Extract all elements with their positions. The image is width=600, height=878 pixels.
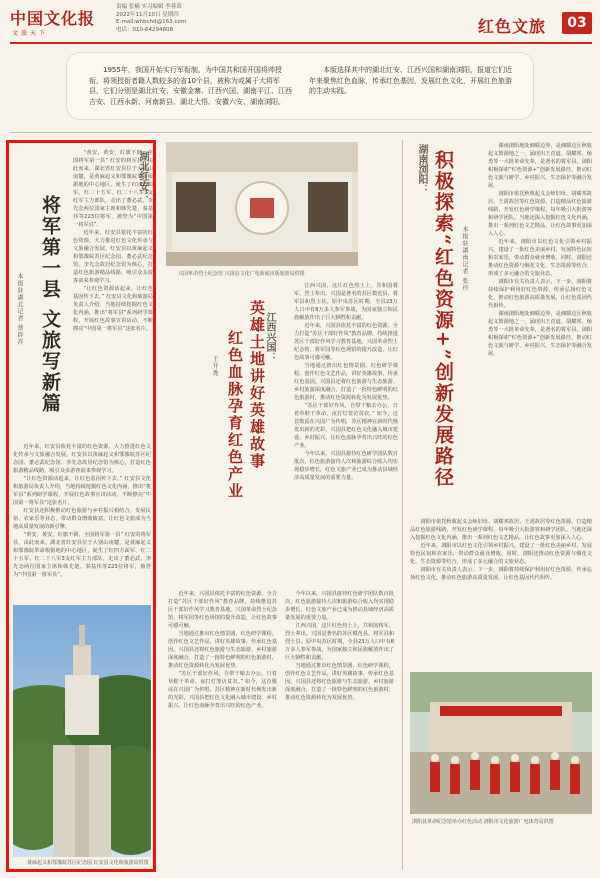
xingguo-memorial-photo [166, 142, 358, 266]
body-paragraph: 近年来，兴国县依托丰富的红色资源，全力打造“苏区干部好作风”教育品牌，持续推进苏区干部好作风学习教育基地、兴国革命烈士纪念馆、将军园等红色场馆的提升改造，让红色故事可感可触。 [294, 323, 398, 361]
article-body-continued [168, 590, 394, 860]
body-paragraph: 湖南浏阳地处湘赣边界，是湘赣边区秋收起义策源地之一，涌现出王首道、胡耀邦、杨勇等一大批革命先辈，是著名的将军县。浏阳积极探索“红色资源+”创新发展路径，推动红色文旅与研学、乡村振兴、生态保护等融合发展。 [488, 143, 592, 189]
article-byline: 王开秀 [211, 356, 218, 377]
body-paragraph: 今年以来，兴国县接待红色研学团队数百批次，红色旅游接待人次和旅游综合收入均实现稳步增长，红色文旅产业已成为推动县域经济高质量发展的重要力量。 [285, 591, 394, 621]
body-paragraph: 近年来，红安县依托丰富的红色资源，大力推进红色文化传承与文旅融合发展。红安县以黄麻起义和鄂豫皖苏区纪念园、董必武纪念馆、李先念故居纪念馆为核心，打造红色旅游精品线路，吸引众多游客前来参观学习。 [13, 444, 151, 474]
body-paragraph: 江西兴国，这片红色热土上，共和国将军、烈士辈出。兴国是著名的苏区模范县、将军县和烈士县。原中央苏区时期，全县23万人口中有8万多人参军参战，为国家独立和民族解放作出了巨大牺牲和贡献。 [285, 623, 394, 661]
body-paragraph: 江西兴国，这片红色热土上，共和国将军、烈士辈出。兴国是著名的苏区模范县、将军县和烈士县。原中央苏区时期，全县23万人口中有8万多人参军参战，为国家独立和民族解放作出了巨大牺牲和贡献。 [294, 283, 398, 321]
body-paragraph: 当地通过推出红色情景剧、红色研学课程，创作红色文艺作品，讲好英雄故事，传承红色基因。兴国县还将红色旅游与生态旅游、乡村旅游深度融合，打造了一批特色鲜明的红色旅游村，推动红色资源转化为发展优势。 [294, 363, 398, 401]
intro-text [89, 65, 513, 107]
masthead [0, 0, 600, 44]
article-headline-line1: 英雄土地讲好英雄故事 [248, 300, 266, 470]
body-paragraph: 湖南浏阳地处湘赣边界，是湘赣边区秋收起义策源地之一，涌现出王首道、胡耀邦、杨勇等一大批革命先辈，是著名的将军县。浏阳积极探索“红色资源+”创新发展路径，推动红色文旅与研学、乡村振兴、生态保护等融合发展。 [488, 311, 592, 357]
article-body [488, 142, 592, 512]
memorial-park-photo [13, 605, 151, 857]
phone-line: 电话：010-64294608 [116, 26, 173, 33]
intro-paragraph: 本版选择其中的湖北红安、江西兴国和湖南浏阳，报道它们近年来聚焦红色血脉，传承红色基因，发展红色文化，开展红色旅游的生动实践。 [309, 66, 512, 95]
article-byline: 本报驻湖南记者 张玲 [461, 226, 468, 292]
body-paragraph: 浏阳市有关负责人表示，下一步，浏阳将持续保护利用好红色资源，传承弘扬红色文化，推动红色旅游高质量发展，让红色基因代代相传。 [488, 279, 592, 309]
body-paragraph: 近年来，浏阳市以红色文化引领乡村振兴，建设了一批红色美丽乡村，发展特色民宿和农家乐，带动群众就业增收。同时，浏阳还推动红色资源与烟花文化、生态资源等结合，形成了多元融合的文旅业态。 [488, 239, 592, 277]
body-paragraph: 浏阳市有关负责人表示，下一步，浏阳将持续保护利用好红色资源，传承弘扬红色文化，推动红色旅游高质量发展，让红色基因代代相传。 [410, 567, 592, 581]
red-event-illustration [410, 672, 592, 814]
section-title: 红色文旅 [478, 17, 547, 36]
email-line: E-mail:whbchd@163.com [116, 19, 187, 25]
body-paragraph: 红安县还积极推动红色旅游与乡村振兴相结合，发展民宿、农家乐等业态，带动群众增收致富，让红色文旅成为当地高质量发展的新引擎。 [13, 508, 151, 530]
divider [10, 132, 592, 133]
article-headline-line2: 红色血脉孕育红色产业 [226, 330, 244, 500]
body-paragraph: “让红色资源活起来，让红色基因传下去。” 红安县文化和旅游局负责人介绍，当地持续挖掘红色文化内涵，推出“将军县”系列研学课程，开展红色故事宣讲活动，不断擦亮“中国第一将军县”这张名片。 [13, 476, 151, 506]
article-hongan[interactable] [6, 140, 156, 872]
liuyang-activity-photo [410, 672, 592, 814]
body-paragraph: “让红色资源活起来，让红色基因传下去。” 红安县文化和旅游局负责人介绍，当地持续挖掘红色文化内涵，推出“将军县”系列研学课程，开展红色故事宣讲活动，不断擦亮“中国第一将军县”这张名片。 [73, 286, 153, 332]
body-paragraph: 近年来，红安县依托丰富的红色资源，大力推进红色文化传承与文旅融合发展。红安县以黄麻起义和鄂豫皖苏区纪念园、董必武纪念馆、李先念故居纪念馆为核心，打造红色旅游精品线路，吸引众多游客前来参观学习。 [73, 230, 153, 284]
body-paragraph: 近年来，浏阳市以红色文化引领乡村振兴，建设了一批红色美丽乡村，发展特色民宿和农家乐，带动群众就业增收。同时，浏阳还推动红色资源与烟花文化、生态资源等结合，形成了多元融合的文旅业态。 [410, 543, 592, 565]
article-byline: 本报驻湖北记者 蔡辟祥 [16, 273, 23, 346]
photo-caption: 黄麻起义和鄂豫皖苏区纪念园 红安县文化和旅游局供图 [27, 860, 149, 866]
body-paragraph: 当地通过推出红色情景剧、红色研学课程，创作红色文艺作品，讲好英雄故事，传承红色基因。兴国县还将红色旅游与生态旅游、乡村旅游深度融合，打造了一批特色鲜明的红色旅游村，推动红色资源转化为发展优势。 [168, 631, 277, 669]
location-tag: 湖南浏阳： [416, 144, 427, 194]
photo-caption: 浏阳县革命纪念馆举办红色活动 浏阳市文化旅游广电体育局供图 [412, 819, 554, 825]
header-rule [10, 42, 592, 44]
body-paragraph: “黄安，黄安，红旗不倒。全国将军第一县” 红安的将军县，由此而来。湖北省红安县位于大别山南麓，是黄麻起义和鄂豫皖革命根据地的中心地区，诞生了红四方面军、红二十五军、红二十八军3支红军主力部队，走出了董必武、李先念两位国家主席和韩先楚、秦基伟等223位将军，被誉为“中国第一将军县”。 [13, 532, 151, 578]
newspaper-logo: 中国文化报 [10, 9, 96, 28]
column-divider [402, 140, 403, 870]
body-paragraph: 今年以来，兴国县接待红色研学团队数百批次，红色旅游接待人次和旅游综合收入均实现稳步增长，红色文旅产业已成为推动县域经济高质量发展的重要力量。 [294, 451, 398, 481]
date-line: 2022年11月10日 星期四 [116, 11, 179, 18]
article-body [294, 282, 398, 582]
photo-caption: 兴国革命烈士纪念馆 兴国县文化广电新闻出版旅游局供图 [178, 271, 305, 277]
article-headline: 积极探索“红色资源+”创新发展路径 [432, 150, 454, 488]
memorial-park-illustration [13, 605, 151, 857]
editors-line: 责编 张楠 实习编辑 李蓉茵 [116, 4, 182, 10]
intro-paragraph: 1955年，我国开始实行军衔制，为中国共和国开国将帅授衔，将领授衔者籍人数较多的省10个县，被称为或属于大将军县，它们分别是湖北红安、安徽金寨、江西兴国、湖南平江、江西吉安、江西永新、河南新县、湖北大悟、安徽六安、湖南浏阳。 [89, 66, 292, 106]
body-paragraph: 浏阳市依托秋收起义会师旧址、胡耀邦故居、王震故居等红色资源，打造精品红色旅游线路，开发红色研学课程，每年吸引大批游客和研学团队。当地还深入挖掘红色文化内涵，推出一系列红色文艺精品，让红色故事更加深入人心。 [410, 519, 592, 541]
logo-subtitle: 文旅天下 [12, 30, 49, 37]
memorial-hall-illustration [166, 142, 358, 266]
page-number: 03 [562, 12, 592, 34]
body-paragraph: “苏区干部好作风，自带干粮去办公，日着草鞋干革命，夜打灯笼访贫农。” 如今，这首歌谣在兴国广为传唱，苏区精神在新时代焕发出新的光彩。兴国县把红色文化融入城市建设、乡村振兴，让红色血脉孕育出兴旺的红色产业。 [168, 671, 277, 709]
location-tag: 江西兴国： [264, 312, 275, 362]
intro-box [66, 52, 534, 120]
article-body-continued [13, 443, 151, 599]
body-paragraph: 浏阳市依托秋收起义会师旧址、胡耀邦故居、王震故居等红色资源，打造精品红色旅游线路，开发红色研学课程，每年吸引大批游客和研学团队。当地还深入挖掘红色文化内涵，推出一系列红色文艺精品，让红色故事更加深入人心。 [488, 191, 592, 237]
body-paragraph: “黄安，黄安，红旗不倒。全国将军第一县” 红安的将军县，由此而来。湖北省红安县位于大别山南麓，是黄麻起义和鄂豫皖革命根据地的中心地区，诞生了红四方面军、红二十五军、红二十八军3支红军主力部队，走出了董必武、李先念两位国家主席和韩先楚、秦基伟等223位将军，被誉为“中国第一将军县”。 [73, 150, 153, 228]
article-headline: 将军第一县 文旅写新篇 [39, 195, 61, 414]
body-paragraph: 当地通过推出红色情景剧、红色研学课程，创作红色文艺作品，讲好英雄故事，传承红色基因。兴国县还将红色旅游与生态旅游、乡村旅游深度融合，打造了一批特色鲜明的红色旅游村，推动红色资源转化为发展优势。 [285, 663, 394, 701]
edition-info [116, 4, 186, 34]
location-tag: 湖北红安： [137, 151, 148, 201]
body-paragraph: “苏区干部好作风，自带干粮去办公，日着草鞋干革命，夜打灯笼访贫农。” 如今，这首歌谣在兴国广为传唱，苏区精神在新时代焕发出新的光彩。兴国县把红色文化融入城市建设、乡村振兴，让红色血脉孕育出兴旺的红色产业。 [294, 403, 398, 449]
article-body [73, 149, 153, 449]
body-paragraph: 近年来，兴国县依托丰富的红色资源，全力打造“苏区干部好作风”教育品牌，持续推进苏区干部好作风学习教育基地、兴国革命烈士纪念馆、将军园等红色场馆的提升改造，让红色故事可感可触。 [168, 591, 277, 629]
article-body-continued [410, 518, 592, 668]
